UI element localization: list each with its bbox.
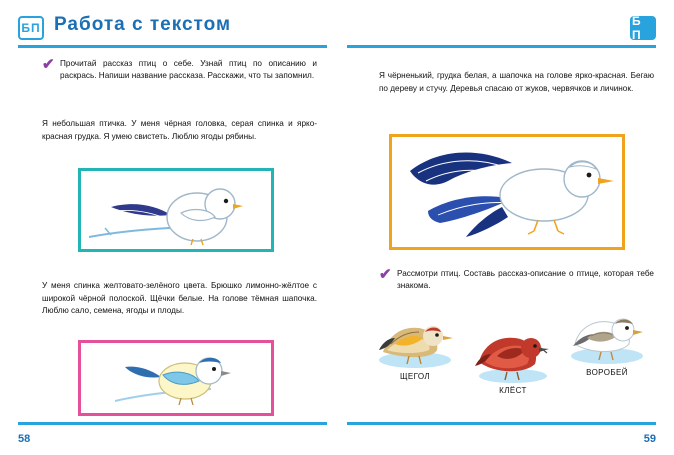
bird-card-goldfinch [369, 308, 461, 381]
paragraph-1: Я небольшая птичка. У меня чёрная головка, серая спинка и ярко-красная грудка. Я умею свистеть. Люблю ягоды рябины. [42, 119, 317, 141]
picture-frame-3 [389, 134, 625, 250]
picture-frame-1 [78, 168, 274, 252]
page-number-right: 59 [643, 433, 656, 445]
bird-caption: КЛЁСТ [499, 386, 527, 395]
picture-frame-2 [78, 340, 274, 416]
right-page [337, 0, 674, 455]
page-gutter [336, 0, 338, 455]
logo-badge-right: Б П [630, 16, 656, 40]
logo-badge-left: БП [18, 16, 44, 40]
footer-rule-right [347, 422, 656, 425]
header-rule-right [347, 45, 656, 48]
bird-illustration-titmouse [81, 343, 271, 413]
bird-illustration-woodpecker [392, 137, 622, 247]
bird-card-crossbill [467, 322, 559, 395]
bird-card-sparrow [561, 304, 653, 377]
task-2 [379, 268, 654, 292]
page-title: Работа с текстом [54, 14, 232, 35]
bird-caption: ЩЕГОЛ [399, 372, 431, 381]
footer-rule-left [18, 422, 327, 425]
header-rule-left [18, 45, 327, 48]
bird-crossbill-illustration [467, 322, 559, 384]
bird-sparrow-illustration [561, 304, 653, 366]
bird-caption: ВОРОБЕЙ [586, 368, 628, 377]
right-paragraph-1: Я чёрненький, грудка белая, а шапочка на голове ярко-красная. Бегаю по дереву и стучу. Деревья спасаю от жуков, червячков и личинок. [379, 71, 654, 93]
page-number-left: 58 [18, 433, 31, 445]
task-1-text: Прочитай рассказ птиц о себе. Узнай птиц по описанию и раскрась. Напиши название рассказа. Расскажи, что ты запомнил. [60, 59, 317, 80]
task-1 [42, 58, 317, 82]
bird-gallery [355, 300, 656, 410]
check-icon: ✔ [42, 56, 55, 73]
bird-goldfinch-illustration [369, 308, 461, 370]
paragraph-2: У меня спинка желтовато-зелёного цвета. Брюшко лимонно-жёлтое с широкой чёрной полоской. Щёчки белые. На голове тёмная шапочка. Люблю сало, семена, ягоды и плоды. [42, 281, 317, 315]
check-icon: ✔ [379, 266, 392, 283]
bird-illustration-snowfinch [81, 171, 271, 249]
task-2-text: Рассмотри птиц. Составь рассказ-описание о птице, которая тебе знакома. [397, 269, 654, 290]
